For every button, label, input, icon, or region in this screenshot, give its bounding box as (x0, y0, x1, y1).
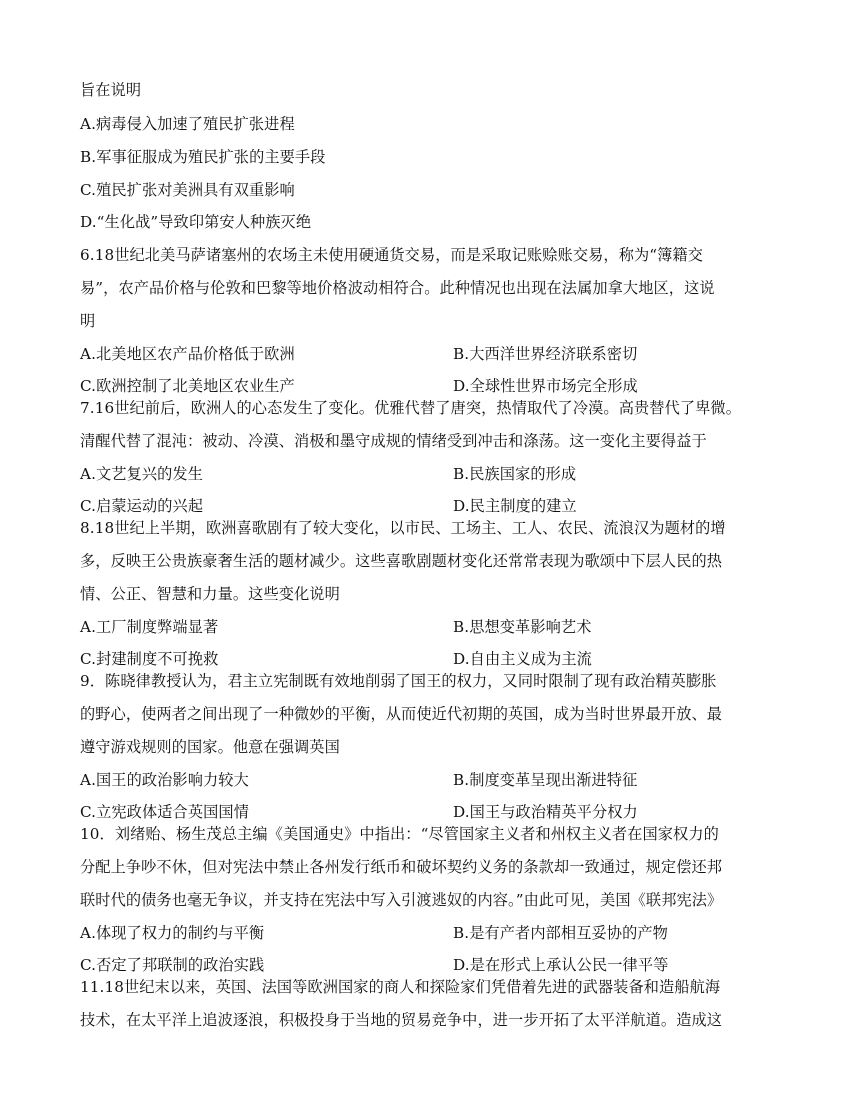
q7-option-d: D.民主制度的建立 (453, 497, 577, 515)
q6-stem-line-3: 明 (80, 312, 96, 330)
q6-option-b: B.大西洋世界经济联系密切 (453, 345, 638, 363)
q7-option-b: B.民族国家的形成 (453, 465, 577, 483)
q6-option-d: D.全球性世界市场完全形成 (453, 377, 638, 395)
q5-option-c: C.殖民扩张对美洲具有双重影响 (80, 181, 295, 199)
q10-option-c: C.否定了邦联制的政治实践 (80, 956, 265, 974)
q5-option-b: B.军事征服成为殖民扩张的主要手段 (80, 148, 326, 166)
q5-stem-end: 旨在说明 (80, 81, 142, 99)
q11-stem-line-2: 技术，在太平洋上追波逐浪，积极投身于当地的贸易竞争中，进一步开拓了太平洋航道。造成这 (80, 1011, 723, 1029)
q7-option-a: A.文艺复兴的发生 (80, 465, 204, 483)
q8-stem-line-2: 多，反映王公贵族豪奢生活的题材减少。这些喜歌剧题材变化还常常表现为歌颂中下层人民的热 (80, 552, 723, 570)
q10-stem-line-1: 10．刘绪贻、杨生茂总主编《美国通史》中指出：“尽管国家主义者和州权主义者在国家权力的 (80, 825, 719, 843)
q10-option-d: D.是在形式上承认公民一律平等 (453, 956, 669, 974)
q11-stem-line-1: 11.18世纪末以来，英国、法国等欧洲国家的商人和探险家们凭借着先进的武器装备和造船航海 (80, 978, 721, 996)
q8-option-d: D.自由主义成为主流 (453, 650, 592, 668)
q10-option-b: B.是有产者内部相互妥协的产物 (453, 924, 668, 942)
q9-option-c: C.立宪政体适合英国国情 (80, 803, 249, 821)
q8-option-b: B.思想变革影响艺术 (453, 618, 592, 636)
q7-stem-line-2: 清醒代替了混沌：被动、冷漠、消极和墨守成规的情绪受到冲击和涤荡。这一变化主要得益于 (80, 432, 707, 450)
q6-option-a: A.北美地区农产品价格低于欧洲 (80, 345, 295, 363)
q8-option-c: C.封建制度不可挽救 (80, 650, 219, 668)
q8-stem-line-1: 8.18世纪上半期，欧洲喜歌剧有了较大变化，以市民、工场主、工人、农民、流浪汉为题材的增 (80, 519, 726, 537)
q9-stem-line-2: 的野心，使两者之间出现了一种微妙的平衡，从而使近代初期的英国，成为当时世界最开放、最 (80, 705, 723, 723)
q9-option-d: D.国王与政治精英平分权力 (453, 803, 638, 821)
q9-option-a: A.国王的政治影响力较大 (80, 771, 249, 789)
q10-option-a: A.体现了权力的制约与平衡 (80, 924, 265, 942)
q7-stem-line-1: 7.16世纪前后，欧洲人的心态发生了变化。优雅代替了唐突，热情取代了冷漠。高贵替代了卑微。 (80, 399, 742, 417)
q9-stem-line-3: 遵守游戏规则的国家。他意在强调英国 (80, 738, 340, 756)
q7-option-c: C.启蒙运动的兴起 (80, 497, 204, 515)
q9-option-b: B.制度变革呈现出渐进特征 (453, 771, 638, 789)
q6-stem-line-2: 易”，农产品价格与伦敦和巴黎等地价格波动相符合。此种情况也出现在法属加拿大地区，这说 (80, 279, 715, 297)
q9-stem-line-1: 9．陈晓律教授认为，君主立宪制既有效地削弱了国王的权力，又同时限制了现有政治精英膨胀 (80, 672, 717, 690)
q10-stem-line-3: 联时代的债务也毫无争议，并支持在宪法中写入引渡逃奴的内容。”由此可见，美国《联邦宪法》 (80, 891, 723, 909)
q6-stem-line-1: 6.18世纪北美马萨诸塞州的农场主未使用硬通货交易，而是采取记账赊账交易，称为“簿籍交 (80, 246, 704, 264)
q5-option-a: A.病毒侵入加速了殖民扩张进程 (80, 115, 295, 133)
q10-stem-line-2: 分配上争吵不休，但对宪法中禁止各州发行纸币和破坏契约义务的条款却一致通过，规定偿还邦 (80, 858, 723, 876)
q6-option-c: C.欧洲控制了北美地区农业生产 (80, 377, 295, 395)
q5-option-d: D.“生化战”导致印第安人种族灭绝 (80, 213, 312, 231)
q8-stem-line-3: 情、公正、智慧和力量。这些变化说明 (80, 585, 340, 603)
q8-option-a: A.工厂制度弊端显著 (80, 618, 219, 636)
